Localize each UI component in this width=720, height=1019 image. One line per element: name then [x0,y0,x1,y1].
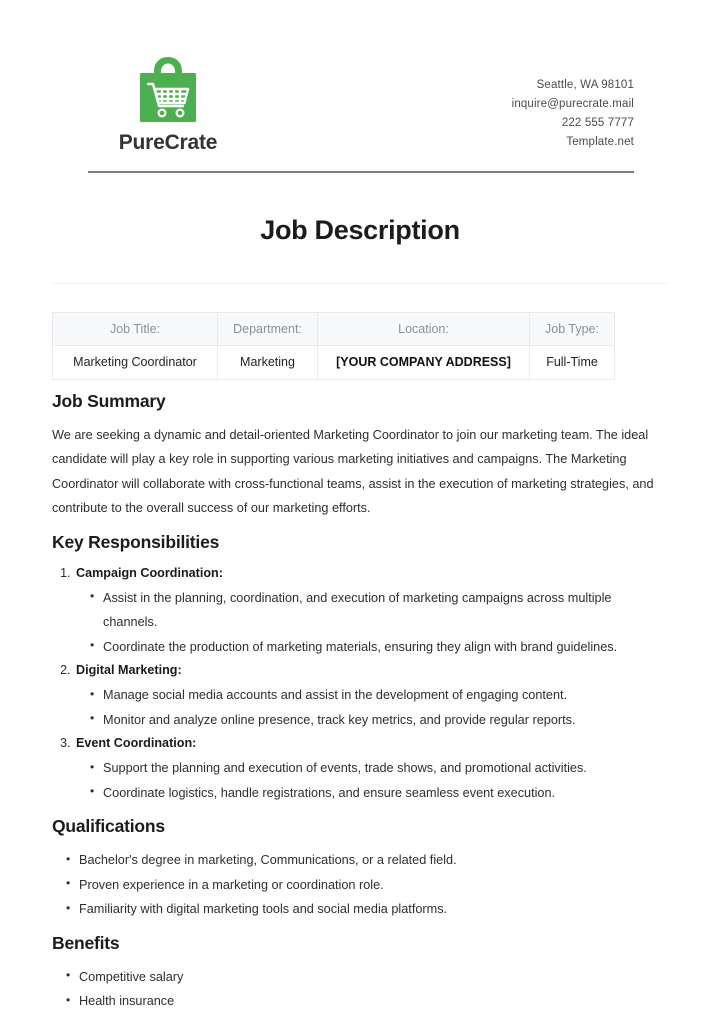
list-item: • Assist in the planning, coordination, and execution of marketing campaigns across multiple channels. [90,586,668,635]
heading-job-summary: Job Summary [52,390,166,411]
list-item [74,732,668,805]
contact-website: Template.net [566,135,634,148]
heading-key-responsibilities: Key Responsibilities [52,531,220,552]
job-summary-paragraph: We are seeking a dynamic and detail-oriented Marketing Coordinator to join our marketing team. The ideal candidate will play a key role in supporting various marketing initiatives and campaigns. The Marketing Coordinator will collaborate with cross-functional teams, assist in the execution of marketing strategies, and contribute to the overall success of our marketing efforts. [52,427,654,516]
responsibility-bullets [76,756,668,805]
shopping-bag-cart-icon [131,54,205,124]
job-info-table [52,312,615,380]
column-header-job-type: Job Type: [530,313,615,346]
title-divider [52,283,668,284]
document-header [0,0,720,154]
table-row [53,346,615,379]
cell-job-type: Full-Time [530,346,615,379]
list-item: • Proven experience in a marketing or coordination role. [66,873,668,898]
list-item: • Monitor and analyze online presence, track key metrics, and provide regular reports. [90,708,668,733]
responsibility-title: Campaign Coordination: [76,565,223,580]
list-item: • Health insurance [66,989,668,1014]
contact-email: inquire@purecrate.mail [511,97,634,110]
company-branding [88,50,248,154]
responsibility-title: Digital Marketing: [76,663,182,678]
list-item: • Coordinate logistics, handle registrations, and ensure seamless event execution. [90,781,668,806]
document-body [0,391,720,1014]
list-item [74,659,668,732]
header-divider [88,171,634,173]
cell-job-title: Marketing Coordinator [53,346,218,379]
list-item: • Bachelor's degree in marketing, Communications, or a related field. [66,848,668,873]
brand-name: PureCrate [118,131,218,154]
key-responsibilities-list [52,562,668,805]
benefits-list [52,965,668,1014]
responsibility-bullets [76,586,668,660]
list-item: • Support the planning and execution of events, trade shows, and promotional activities. [90,756,668,781]
qualifications-list [52,848,668,922]
contact-info [512,50,634,152]
column-header-job-title: Job Title: [53,313,218,346]
column-header-department: Department: [218,313,318,346]
responsibility-title: Event Coordination: [76,736,197,751]
page-title: Job Description [260,215,460,246]
column-header-location: Location: [318,313,530,346]
heading-benefits: Benefits [52,932,120,953]
job-info-table-wrapper [0,312,720,380]
list-item [74,562,668,659]
cell-location[interactable]: [YOUR COMPANY ADDRESS] [318,346,530,379]
cell-department: Marketing [218,346,318,379]
list-item: • Manage social media accounts and assist in the development of engaging content. [90,683,668,708]
contact-address: Seattle, WA 98101 [536,79,634,91]
heading-qualifications: Qualifications [52,816,165,837]
contact-phone: 222 555 7777 [561,116,634,129]
list-item: • Coordinate the production of marketing materials, ensuring they align with brand guidelines. [90,635,668,660]
list-item: • Competitive salary [66,965,668,990]
responsibility-bullets [76,683,668,732]
list-item: • Familiarity with digital marketing tools and social media platforms. [66,897,668,922]
table-header-row [53,313,615,346]
